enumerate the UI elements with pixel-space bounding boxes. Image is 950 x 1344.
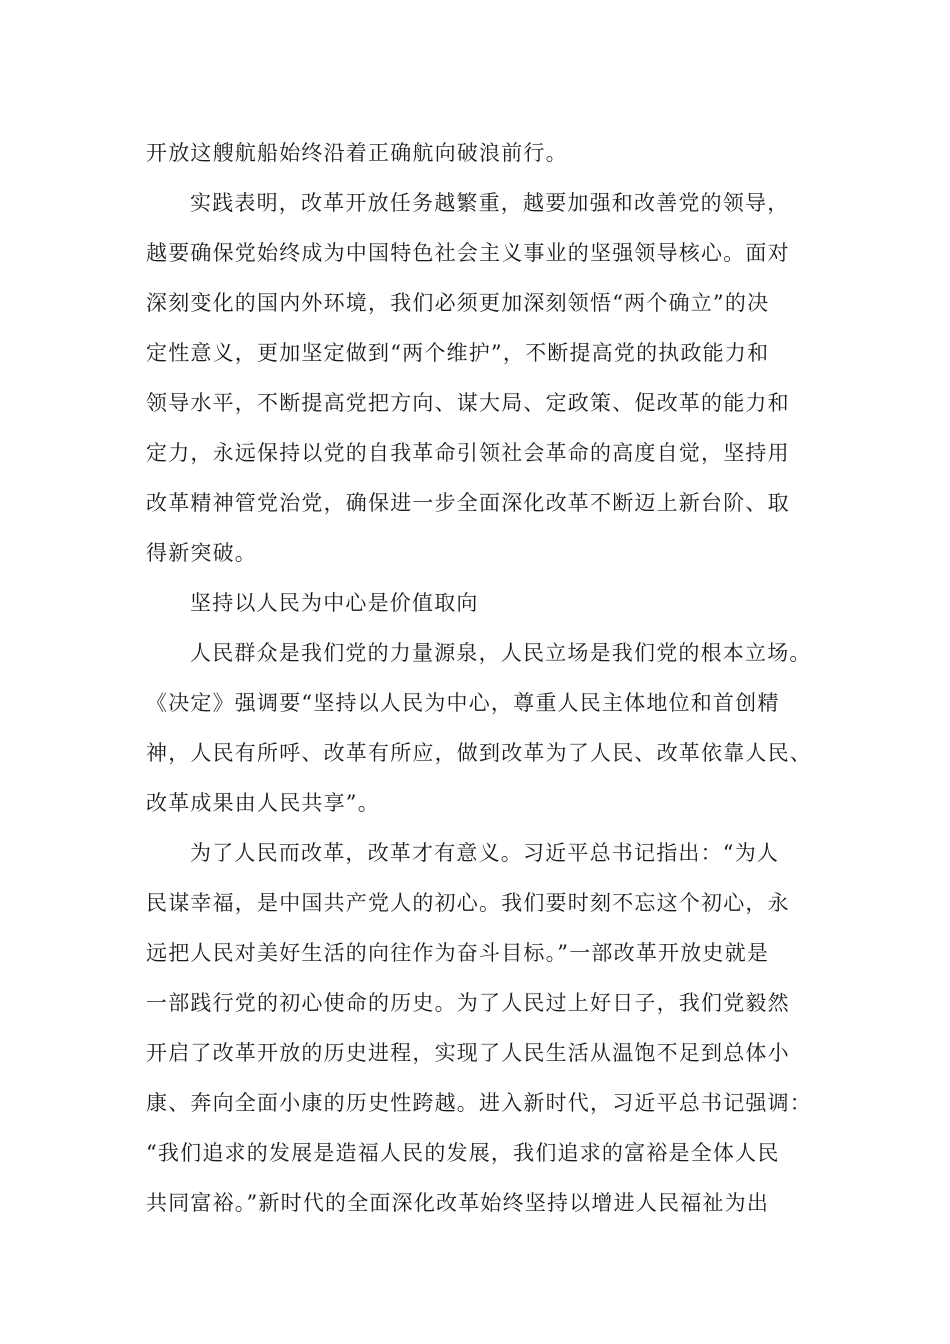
paragraph-line: 康、奔向全面小康的历史性跨越。进入新时代，习近平总书记强调： [146,1091,812,1115]
paragraph-line: 人民群众是我们党的力量源泉，人民立场是我们党的根本立场。 [190,641,812,665]
paragraph-line: 远把人民对美好生活的向往作为奋斗目标。”一部改革开放史就是 [146,941,770,965]
paragraph-line: 为了人民而改革，改革才有意义。习近平总书记指出：“为人 [190,841,780,865]
paragraph-line: 定性意义，更加坚定做到“两个维护”，不断提高党的执政能力和 [146,341,770,365]
paragraph-line: 一部践行党的初心使命的历史。为了人民过上好日子，我们党毅然 [146,991,790,1015]
section-heading: 坚持以人民为中心是价值取向 [190,591,479,615]
paragraph-line: 实践表明，改革开放任务越繁重，越要加强和改善党的领导， [190,191,790,215]
paragraph-line: 开放这艘航船始终沿着正确航向破浪前行。 [146,141,568,165]
paragraph-line: 得新突破。 [146,541,257,565]
paragraph-line: 越要确保党始终成为中国特色社会主义事业的坚强领导核心。面对 [146,241,790,265]
paragraph-line: 深刻变化的国内外环境，我们必须更加深刻领悟“两个确立”的决 [146,291,770,315]
paragraph-line: 民谋幸福，是中国共产党人的初心。我们要时刻不忘这个初心，永 [146,891,790,915]
paragraph-line: 开启了改革开放的历史进程，实现了人民生活从温饱不足到总体小 [146,1041,790,1065]
paragraph-line: 定力，永远保持以党的自我革命引领社会革命的高度自觉，坚持用 [146,441,790,465]
paragraph-line: 领导水平，不断提高党把方向、谋大局、定政策、促改革的能力和 [146,391,790,415]
paragraph-line: 改革成果由人民共享”。 [146,791,380,815]
paragraph-line: 《决定》强调要“坚持以人民为中心，尊重人民主体地位和首创精 [146,691,780,715]
paragraph-line: 改革精神管党治党，确保进一步全面深化改革不断迈上新台阶、取 [146,491,790,515]
paragraph-line: 神，人民有所呼、改革有所应，做到改革为了人民、改革依靠人民、 [146,741,812,765]
paragraph-line: “我们追求的发展是造福人民的发展，我们追求的富裕是全体人民 [146,1141,780,1165]
paragraph-line: 共同富裕。”新时代的全面深化改革始终坚持以增进人民福祉为出 [146,1191,770,1215]
